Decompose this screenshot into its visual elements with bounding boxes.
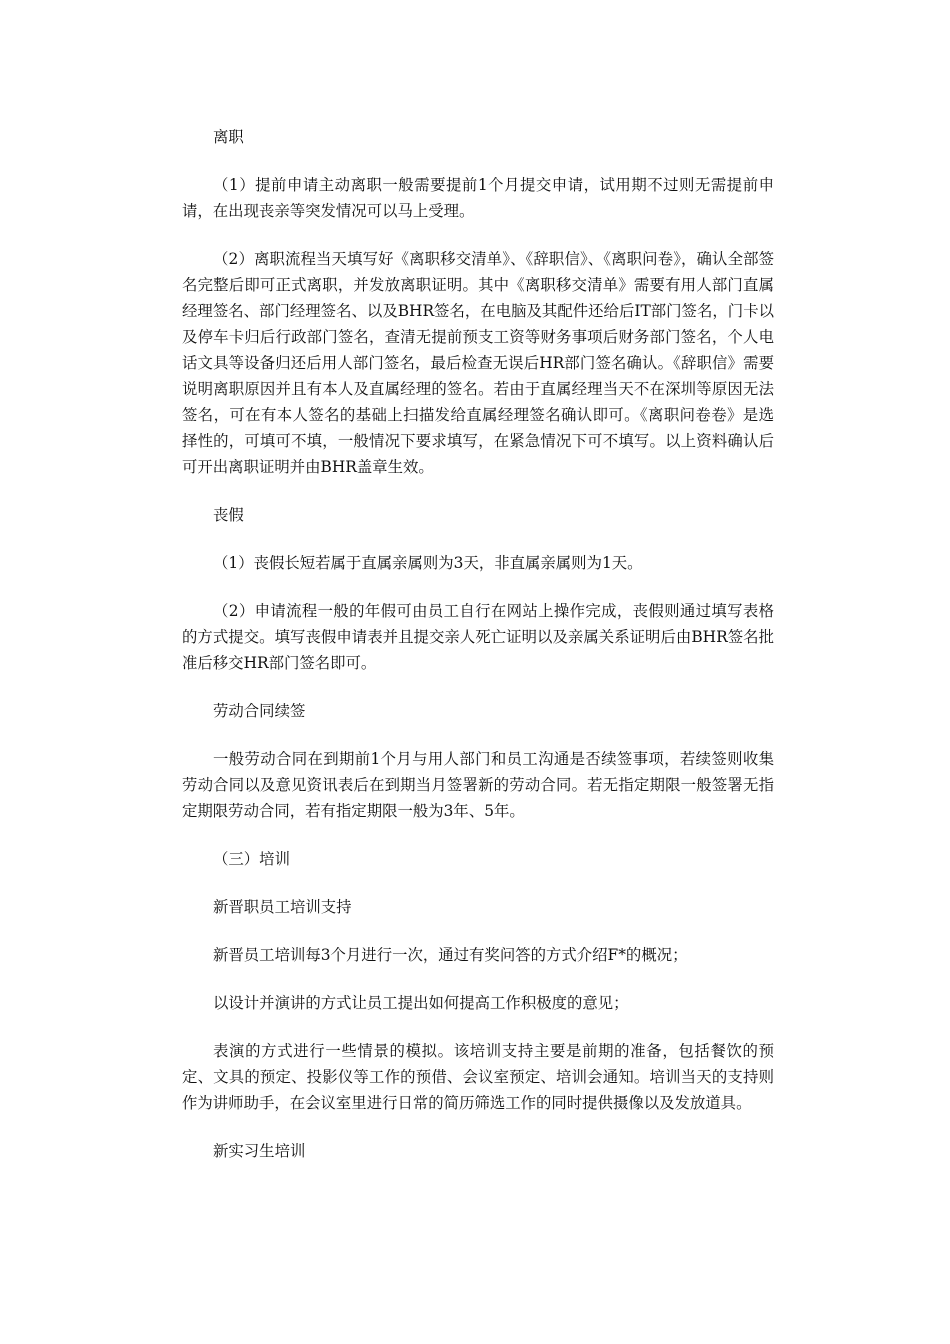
heading-training: （三）培训 <box>213 850 290 868</box>
heading-resignation: 离职 <box>213 128 244 146</box>
heading-new-employee-training: 新晋职员工培训支持 <box>213 898 352 916</box>
resignation-item-2: （2）离职流程当天填写好《离职移交清单》、《辞职信》、《离职问卷》，确认全部签名完整后即可正式离职，并发放离职证明。其中《离职移交清单》需要有用人部门直属经理签名、部门经理签名、以及BHR签名，在电脑及其配件还给后IT部门签名，门卡以及停车卡归后行政部门签名，查清无提前预支工资等财务事项后财务部门签名，个人电话文具等设备归还后用人部门签名，最后检查无误后HR部门签名确认。《辞职信》需要说明离职原因并且有本人及直属经理的签名。若由于直属经理当天不在深圳等原因无法签名，可在有本人签名的基础上扫描发给直属经理签名确认即可。《离职问卷卷》是选择性的，可填可不填，一般情况下要求填写，在紧急情况下可不填写。以上资料确认后可开出离职证明并由BHR盖章生效。 <box>182 250 774 476</box>
training-text-3: 表演的方式进行一些情景的模拟。该培训支持主要是前期的准备，包括餐饮的预定、文具的预定、投影仪等工作的预借、会议室预定、培训会通知。培训当天的支持则作为讲师助手，在会议室里进行日常的简历筛选工作的同时提供摄像以及发放道具。 <box>182 1042 774 1112</box>
heading-bereavement-leave: 丧假 <box>213 506 244 524</box>
bereavement-item-1: （1）丧假长短若属于直属亲属则为3天，非直属亲属则为1天。 <box>213 554 643 572</box>
bereavement-item-2: （2）申请流程一般的年假可由员工自行在网站上操作完成，丧假则通过填写表格的方式提交。填写丧假申请表并且提交亲人死亡证明以及亲属关系证明后由BHR签名批准后移交HR部门签名即可。 <box>182 602 774 672</box>
heading-contract-renewal: 劳动合同续签 <box>213 702 306 720</box>
training-text-1: 新晋员工培训每3个月进行一次，通过有奖问答的方式介绍F*的概况； <box>213 946 688 964</box>
contract-renewal-text: 一般劳动合同在到期前1个月与用人部门和员工沟通是否续签事项，若续签则收集劳动合同以及意见资讯表后在到期当月签署新的劳动合同。若无指定期限一般签署无指定期限劳动合同，若有指定期限一般为3年、5年。 <box>182 750 774 820</box>
heading-intern-training: 新实习生培训 <box>213 1142 306 1160</box>
document-body <box>182 124 774 1164</box>
resignation-item-1: （1）提前申请主动离职一般需要提前1个月提交申请，试用期不过则无需提前申请，在出现丧亲等突发情况可以马上受理。 <box>182 176 774 220</box>
training-text-2: 以设计并演讲的方式让员工提出如何提高工作积极度的意见； <box>213 994 629 1012</box>
